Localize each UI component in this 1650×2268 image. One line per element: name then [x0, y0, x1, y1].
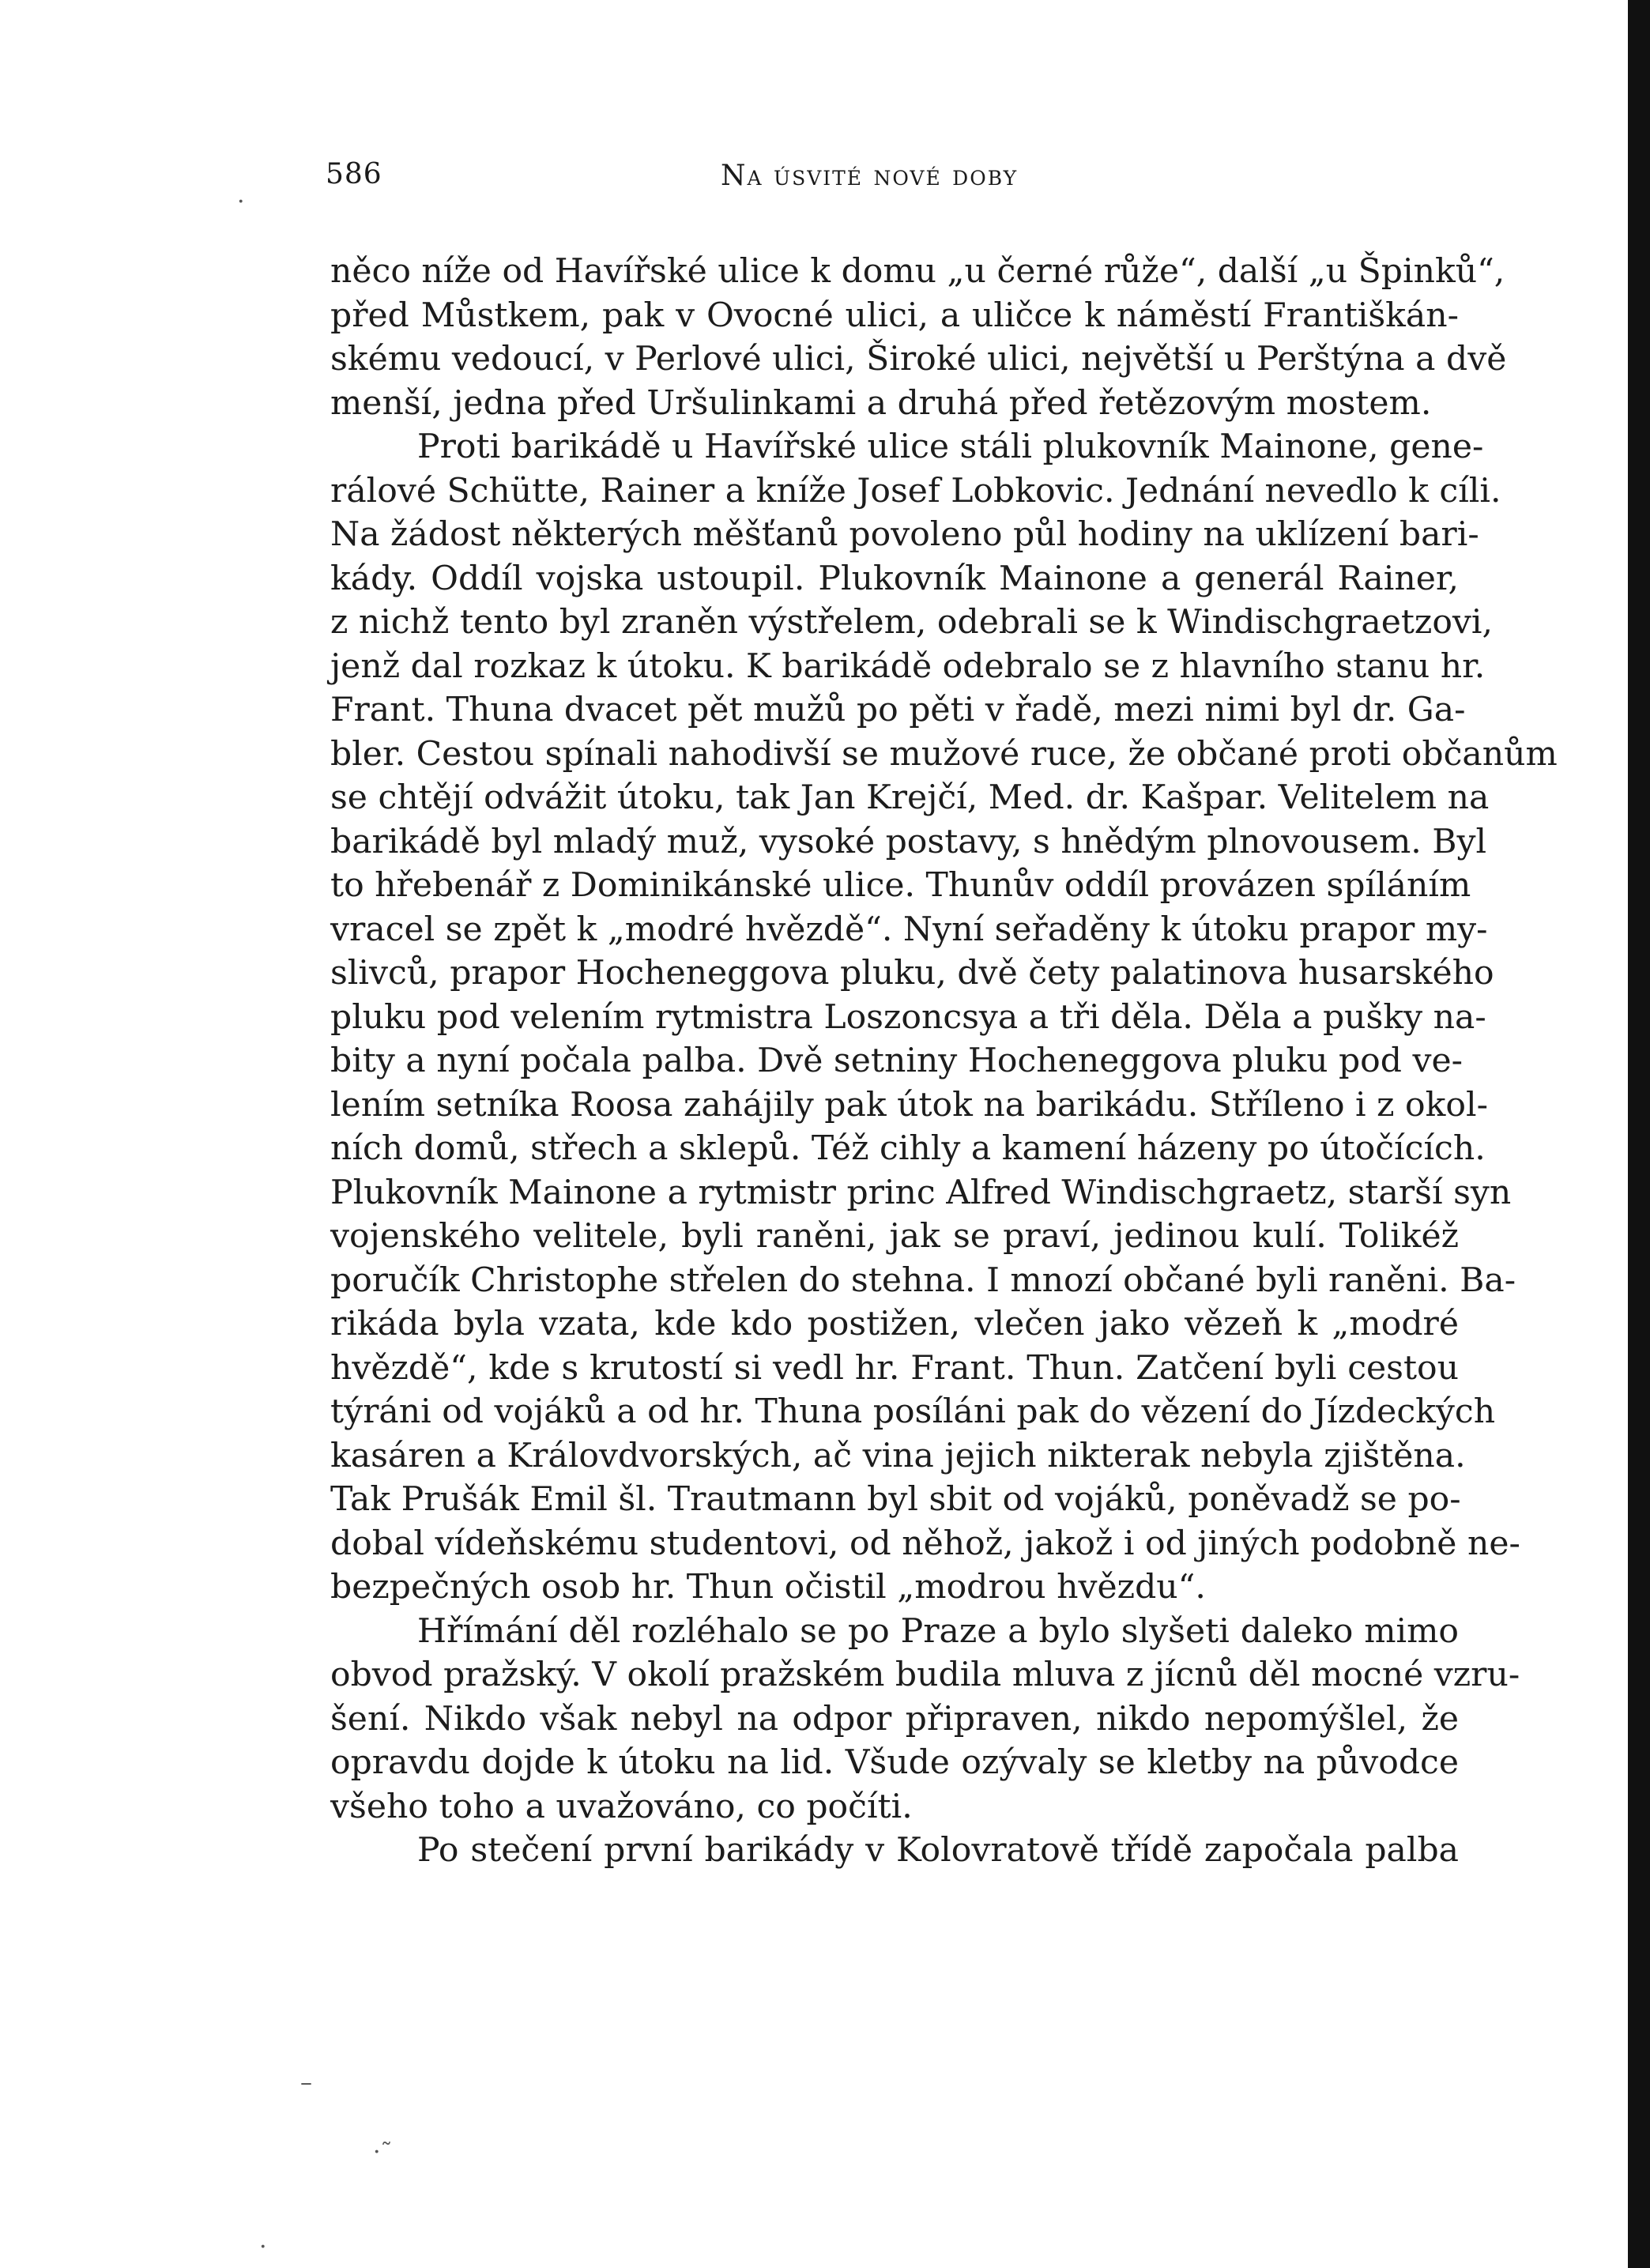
text-line: ních domů, střech a sklepů. Též cihly a kamení házeny po útočících. [330, 1129, 1486, 1168]
scan-speck: · [237, 188, 245, 216]
text-line: vracel se zpět k „modré hvězdě“. Nyní seřaděny k útoku prapor my- [330, 910, 1488, 949]
text-line: bezpečných osob hr. Thun očistil „modrou hvězdu“. [330, 1568, 1206, 1607]
text-line: Po stečení první barikády v Kolovratově třídě započala palba [417, 1831, 1459, 1870]
text-line: dobal vídeňskému studentovi, od něhož, jakož i od jiných podobně ne- [330, 1524, 1520, 1563]
text-line: jenž dal rozkaz k útoku. K barikádě odebralo se z hlavního stanu hr. [330, 646, 1486, 686]
text-line: všeho toho a uvažováno, co počíti. [330, 1787, 913, 1826]
text-line: lením setníka Roosa zahájily pak útok na barikádu. Stříleno i z okol- [330, 1085, 1488, 1125]
text-line: týráni od vojáků a od hr. Thuna posíláni pak do vězení do Jízdeckých [330, 1392, 1496, 1431]
text-line: kády. Oddíl vojska ustoupil. Plukovník Mainone a generál Rainer, [330, 559, 1459, 598]
text-line: barikádě byl mladý muž, vysoké postavy, s hnědým plnovousem. Byl [330, 822, 1487, 861]
text-line: hvězdě“, kde s krutostí si vedl hr. Frant. Thun. Zatčení byli cestou [330, 1348, 1459, 1388]
page-header [326, 158, 1456, 205]
text-line: se chtějí odvážit útoku, tak Jan Krejčí, Med. dr. Kašpar. Velitelem na [330, 778, 1490, 817]
text-line: z nichž tento byl zraněn výstřelem, odebrali se k Windischgraetzovi, [330, 603, 1494, 642]
text-line: Tak Prušák Emil šl. Trautmann byl sbit od vojáků, poněvadž se po- [330, 1480, 1461, 1519]
text-line: pluku pod velením rytmistra Loszoncsya a tři děla. Děla a pušky na- [330, 997, 1486, 1037]
text-line: opravdu dojde k útoku na lid. Všude ozývaly se kletby na původce [330, 1743, 1459, 1782]
text-line: kasáren a Královdvorských, ač vina jejich nikterak nebyla zjištěna. [330, 1436, 1466, 1475]
scan-speck: ·˜ [373, 2138, 393, 2166]
text-line: slivců, prapor Hocheneggova pluku, dvě čety palatinova husarského [330, 954, 1494, 993]
scan-speck: · [259, 2233, 267, 2261]
text-line: skému vedoucí, v Perlové ulici, Široké ulici, největší u Perštýna a dvě [330, 340, 1507, 379]
text-line: Plukovník Mainone a rytmistr princ Alfred Windischgraetz, starší syn [330, 1173, 1512, 1212]
text-line: šení. Nikdo však nebyl na odpor připraven, nikdo nepomýšlel, že [330, 1699, 1459, 1739]
text-line: vojenského velitele, byli raněni, jak se praví, jedinou kulí. Tolikéž [330, 1217, 1459, 1256]
text-line: obvod pražský. V okolí pražském budila mluva z jícnů děl mocné vzru- [330, 1656, 1520, 1694]
scan-speck: – [300, 2069, 312, 2097]
body-text [330, 250, 1558, 1873]
page-number: 586 [326, 158, 382, 190]
text-line: něco níže od Havířské ulice k domu „u černé růže“, další „u Špinků“, [330, 252, 1505, 291]
text-line: Frant. Thuna dvacet pět mužů po pěti v řadě, mezi nimi byl dr. Ga- [330, 691, 1466, 729]
text-line: to hřebenář z Dominikánské ulice. Thunův oddíl provázen spíláním [330, 866, 1471, 905]
text-line: Na žádost některých měšťanů povoleno půl hodiny na uklízení bari- [330, 515, 1479, 554]
text-line: menší, jedna před Uršulinkami a druhá před řetězovým mostem. [330, 383, 1432, 423]
text-line: bity a nyní počala palba. Dvě setniny Hocheneggova pluku pod ve- [330, 1042, 1464, 1080]
text-line: poručík Christophe střelen do stehna. I mnozí občané byli raněni. Ba- [330, 1260, 1516, 1300]
running-title: Na úsvité nové doby [721, 160, 1019, 192]
text-line: Hřímání děl rozléhalo se po Praze a bylo slyšeti daleko mimo [417, 1611, 1459, 1651]
text-line: rikáda byla vzata, kde kdo postižen, vlečen jako vězeň k „modré [330, 1305, 1459, 1343]
scan-edge [1628, 0, 1650, 2268]
text-line: rálové Schütte, Rainer a kníže Josef Lobkovic. Jednání nevedlo k cíli. [330, 471, 1501, 510]
text-line: před Můstkem, pak v Ovocné ulici, a uličce k náměstí Františkán- [330, 296, 1459, 335]
text-line: Proti barikádě u Havířské ulice stáli plukovník Mainone, gene- [417, 428, 1484, 466]
text-line: bler. Cestou spínali nahodivší se mužové ruce, že občané proti občanům [330, 734, 1558, 774]
